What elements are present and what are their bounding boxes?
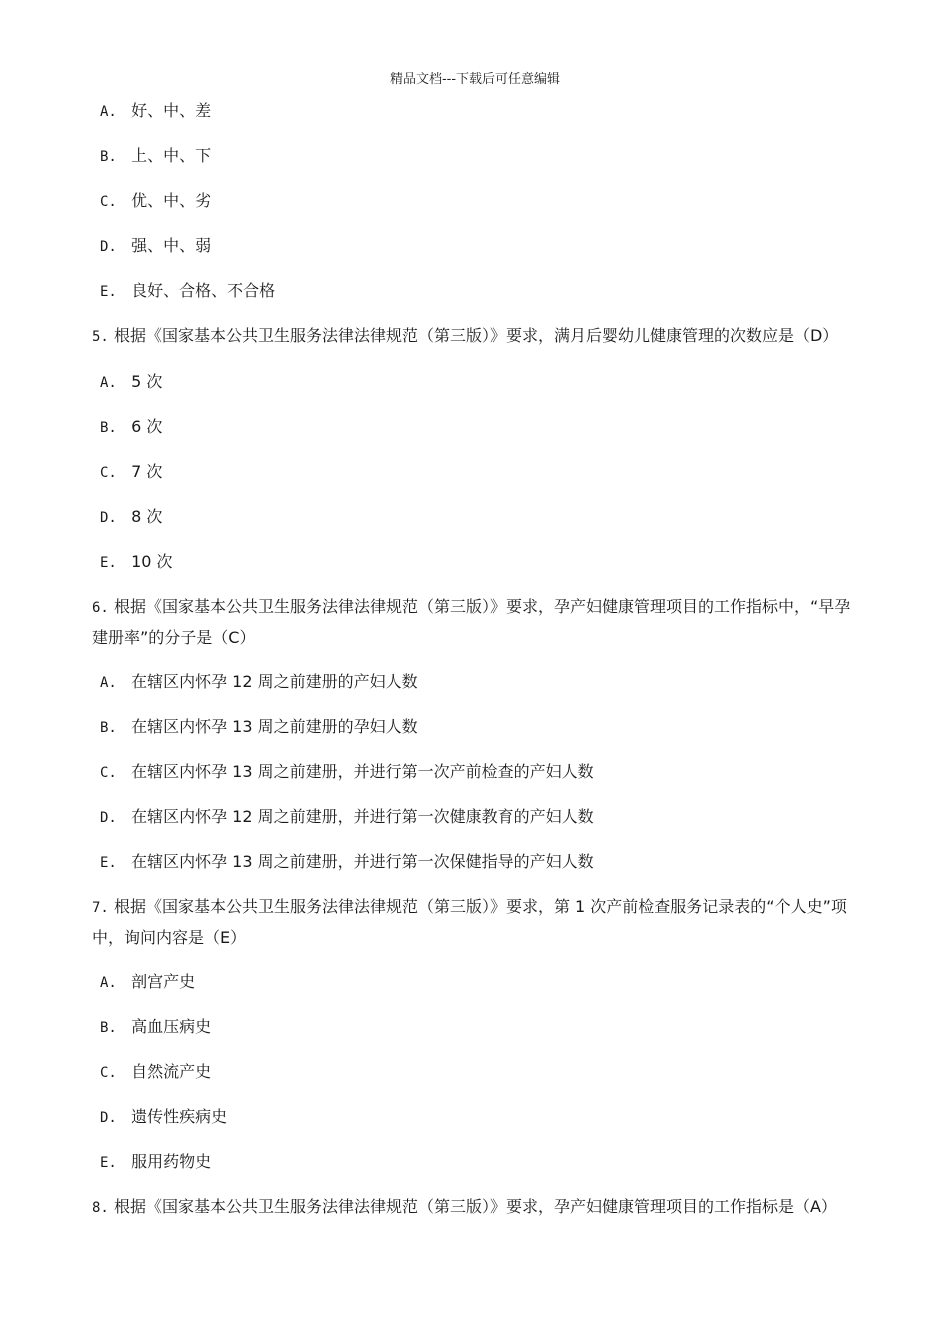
answer-option [92, 367, 862, 397]
question-number: 7. [92, 900, 109, 916]
option-text: 强、中、弱 [131, 236, 212, 255]
option-text: 在辖区内怀孕 13 周之前建册，并进行第一次产前检查的产妇人数 [131, 762, 594, 781]
option-letter: C. [100, 765, 117, 781]
answer-option [92, 1102, 862, 1132]
answer-option [92, 457, 862, 487]
answer-option [92, 276, 862, 306]
option-letter: A. [100, 975, 117, 991]
answer-option [92, 1057, 862, 1087]
question-number: 6. [92, 600, 109, 616]
question-stem [92, 321, 862, 352]
question-text: 根据《国家基本公共卫生服务法律法律规范（第三版）》要求，满月后婴幼儿健康管理的次数应是（D） [113, 326, 839, 345]
option-text: 6 次 [131, 417, 163, 436]
option-letter: A. [100, 104, 117, 120]
option-letter: A. [100, 675, 117, 691]
option-text: 8 次 [131, 507, 163, 526]
option-letter: D. [100, 510, 117, 526]
answer-option [92, 1012, 862, 1042]
answer-option [92, 847, 862, 877]
option-letter: D. [100, 1110, 117, 1126]
question-stem [92, 592, 862, 652]
option-text: 剖宫产史 [131, 972, 196, 991]
option-letter: C. [100, 1065, 117, 1081]
answer-option [92, 231, 862, 261]
page-header: 精品文档---下载后可任意编辑 [389, 72, 561, 87]
question-text: 根据《国家基本公共卫生服务法律法律规范（第三版）》要求，孕产妇健康管理项目的工作指标中，“早孕建册率”的分子是（C） [92, 597, 851, 647]
answer-option [92, 547, 862, 577]
answer-option [92, 186, 862, 216]
option-letter: B. [100, 1020, 117, 1036]
option-text: 遗传性疾病史 [131, 1107, 228, 1126]
option-letter: B. [100, 149, 117, 165]
option-text: 自然流产史 [131, 1062, 212, 1081]
option-text: 好、中、差 [131, 101, 212, 120]
option-text: 服用药物史 [131, 1152, 212, 1171]
option-text: 10 次 [131, 552, 173, 571]
question-stem [92, 1192, 862, 1223]
option-text: 优、中、劣 [131, 191, 212, 210]
answer-option [92, 96, 862, 126]
answer-option [92, 712, 862, 742]
option-letter: E. [100, 855, 117, 871]
answer-option [92, 141, 862, 171]
option-letter: B. [100, 720, 117, 736]
option-text: 7 次 [131, 462, 163, 481]
answer-option [92, 757, 862, 787]
option-text: 在辖区内怀孕 13 周之前建册的孕妇人数 [131, 717, 418, 736]
question-stem [92, 892, 862, 952]
question-number: 8. [92, 1200, 109, 1216]
option-text: 高血压病史 [131, 1017, 212, 1036]
question-text: 根据《国家基本公共卫生服务法律法律规范（第三版）》要求，孕产妇健康管理项目的工作指标是（A） [113, 1197, 837, 1216]
option-text: 上、中、下 [131, 146, 212, 165]
option-letter: C. [100, 194, 117, 210]
option-text: 5 次 [131, 372, 163, 391]
option-letter: D. [100, 239, 117, 255]
option-letter: E. [100, 1155, 117, 1171]
option-letter: C. [100, 465, 117, 481]
option-letter: D. [100, 810, 117, 826]
option-letter: E. [100, 284, 117, 300]
question-text: 根据《国家基本公共卫生服务法律法律规范（第三版）》要求，第 1 次产前检查服务记录表的“个人史”项中，询问内容是（E） [92, 897, 847, 947]
option-text: 在辖区内怀孕 12 周之前建册，并进行第一次健康教育的产妇人数 [131, 807, 594, 826]
option-letter: A. [100, 375, 117, 391]
option-text: 在辖区内怀孕 13 周之前建册，并进行第一次保健指导的产妇人数 [131, 852, 594, 871]
answer-option [92, 412, 862, 442]
question-number: 5. [92, 329, 109, 345]
answer-option [92, 967, 862, 997]
answer-option [92, 1147, 862, 1177]
answer-option [92, 802, 862, 832]
answer-option [92, 667, 862, 697]
option-letter: E. [100, 555, 117, 571]
document-body [92, 96, 862, 1238]
answer-option [92, 502, 862, 532]
option-letter: B. [100, 420, 117, 436]
option-text: 良好、合格、不合格 [131, 281, 276, 300]
option-text: 在辖区内怀孕 12 周之前建册的产妇人数 [131, 672, 418, 691]
